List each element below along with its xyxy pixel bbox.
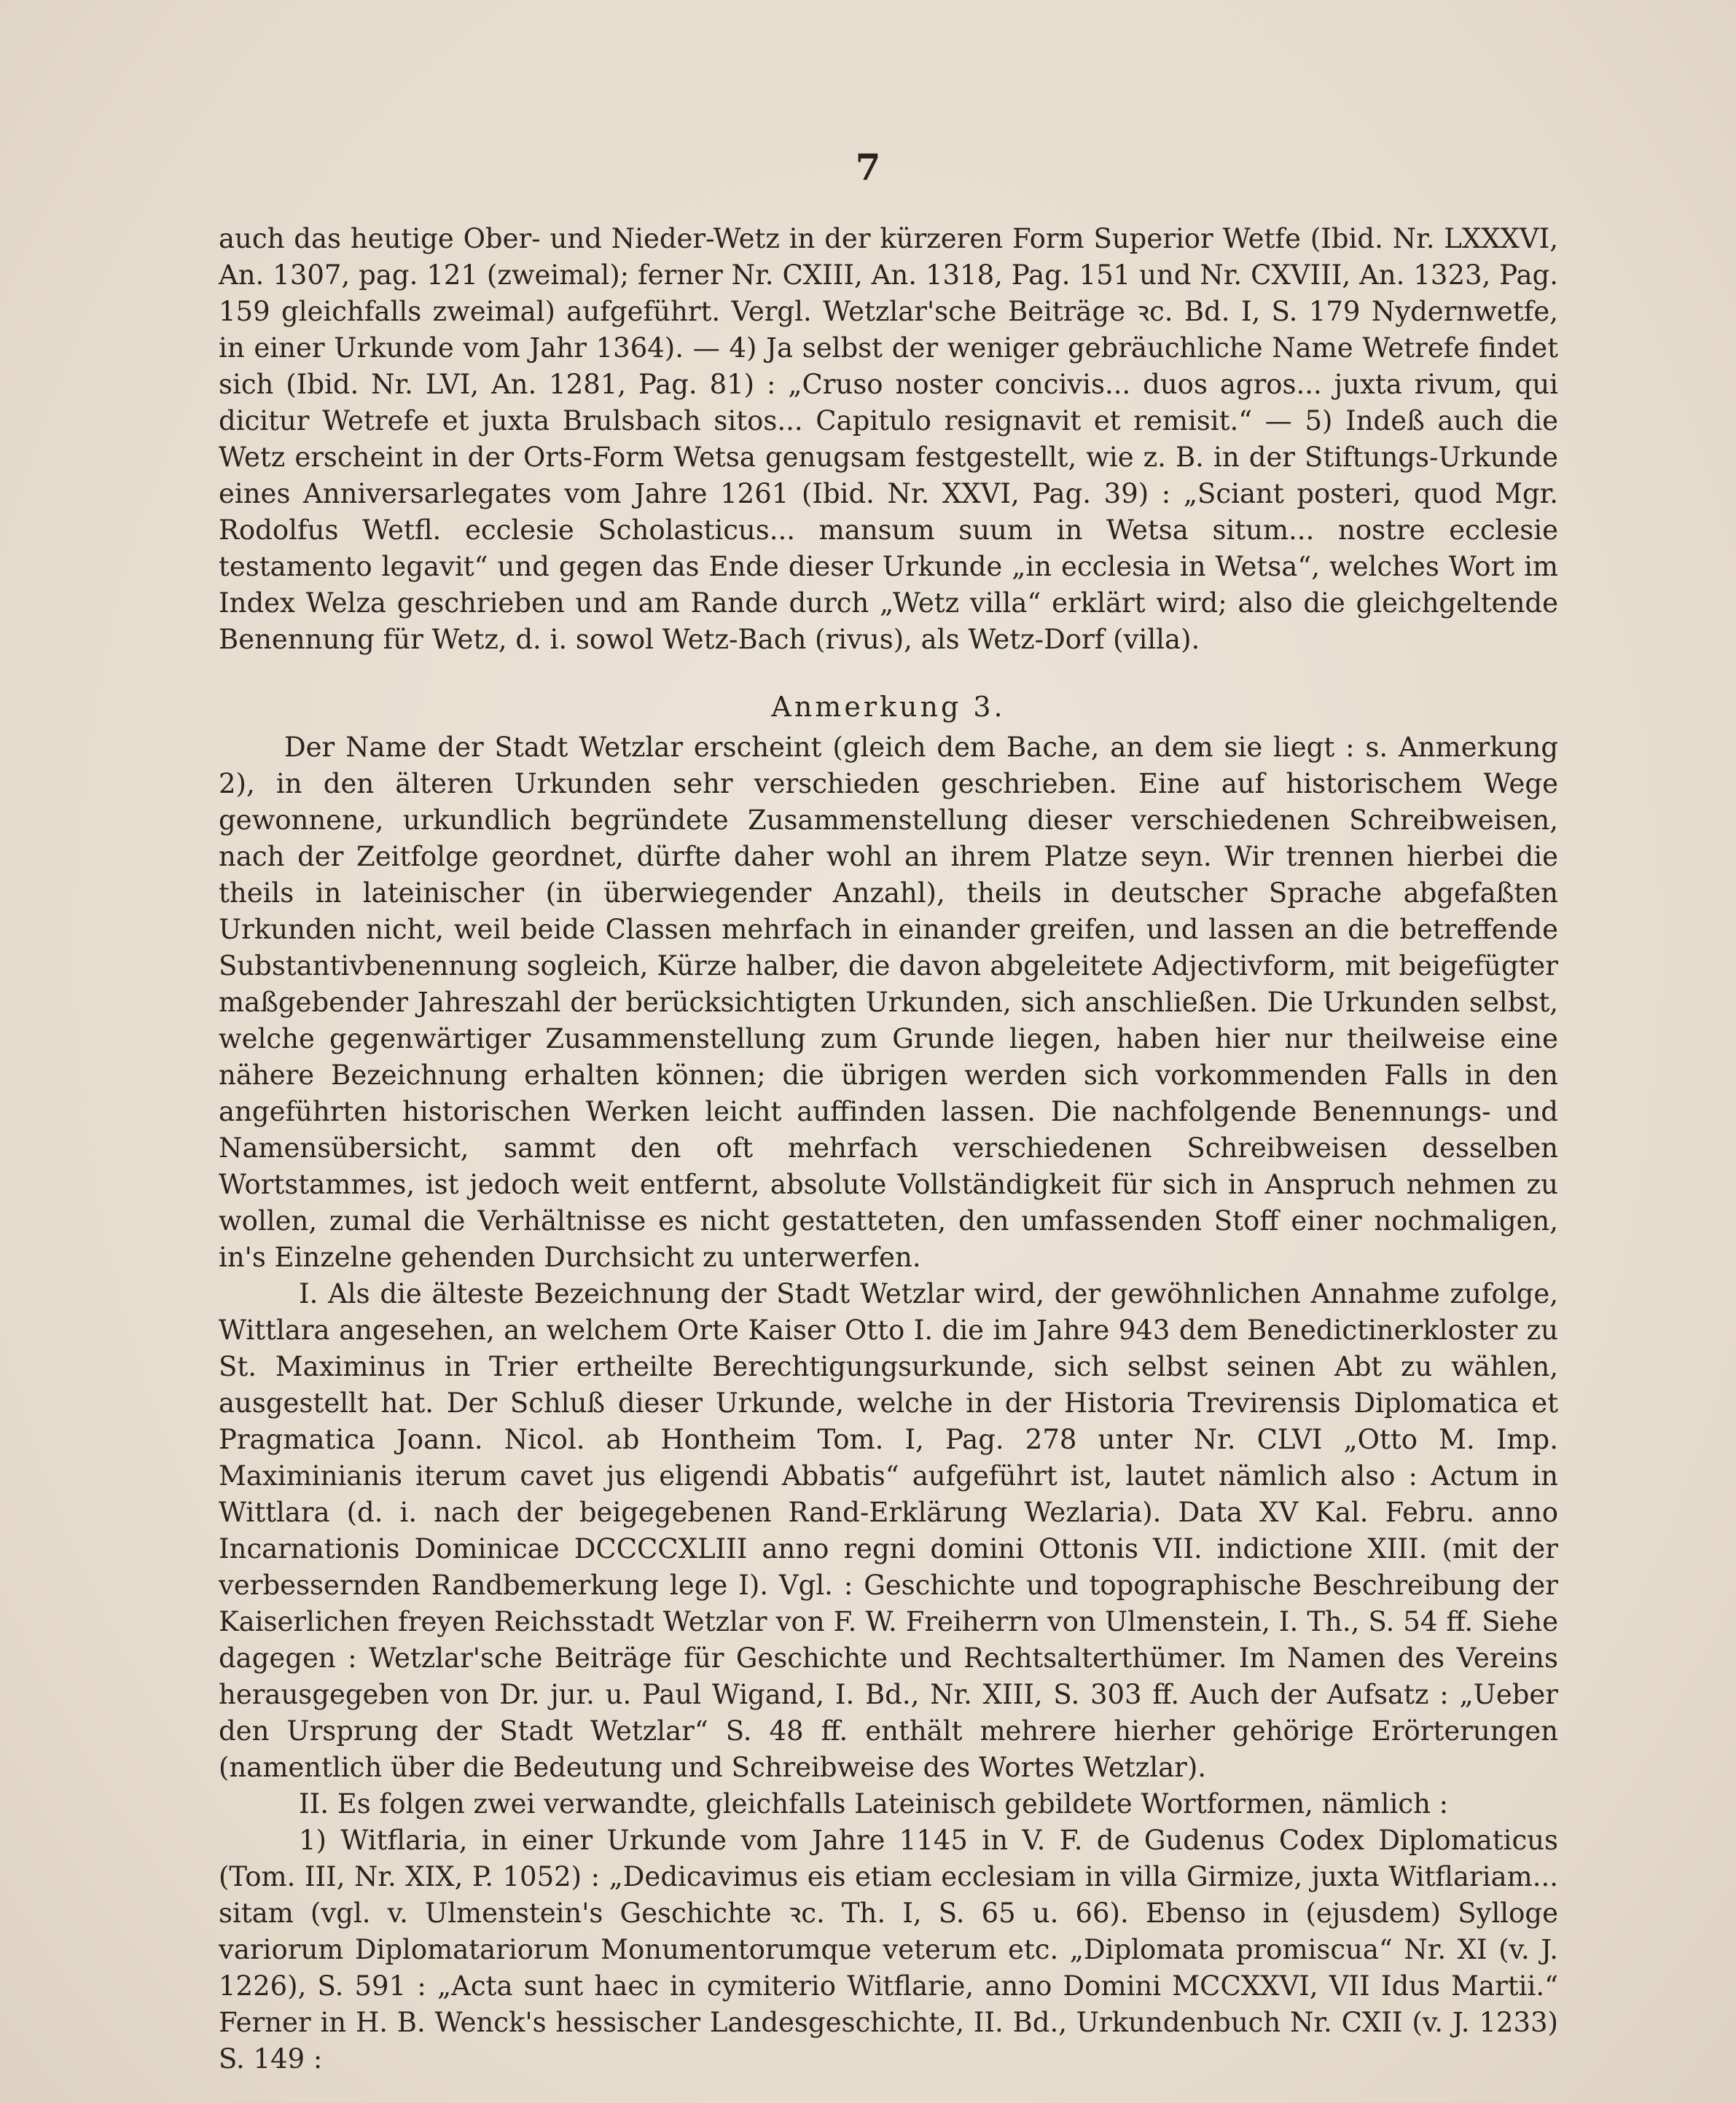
paragraph-continuation: auch das heutige Ober- und Nieder-Wetz in der kürzeren Form Superior Wetfe (Ibid. Nr. LXXXVI, An. 1307, pag. 121 (zweimal); ferner Nr. CXIII, An. 1318, Pag. 151 und Nr. CXVIII, An. 1323, Pag. 159 gleichfalls zweimal) aufgeführt. Vergl. Wetzlar'sche Beiträge ꝛc. Bd. I, S. 179 Nydernwetfe, in einer Urkunde vom Jahr 1364). — 4) Ja selbst der weniger gebräuchliche Name Wetrefe findet sich (Ibid. Nr. LVI, An. 1281, Pag. 81) : „Cruso noster concivis... duos agros... juxta rivum, qui dicitur Wetrefe et juxta Brulsbach sitos... Capitulo resignavit et remisit.“ — 5) Indeß auch die Wetz erscheint in der Orts-Form Wetsa genugsam festgestellt, wie z. B. in der Stiftungs-Urkunde eines Anniversarlegates vom Jahre 1261 (Ibid. Nr. XXVI, Pag. 39) : „Sciant posteri, quod Mgr. Rodolfus Wetfl. ecclesie Scholasticus... mansum suum in Wetsa situm... nostre ecclesie testamento legavit“ und gegen das Ende dieser Urkunde „in ecclesia in Wetsa“, welches Wort im Index Welza geschrieben und am Rande durch „Wetz villa“ erklärt wird; also die gleichgeltende Benennung für Wetz, d. i. sowol Wetz-Bach (rivus), als Wetz-Dorf (villa).	[219, 223, 1558, 655]
page-number: 7	[855, 146, 881, 189]
paragraph-item-1: 1) Witflaria, in einer Urkunde vom Jahre 1145 in V. F. de Gudenus Codex Diplomaticus (Tom. III, Nr. XIX, P. 1052) : „Dedicavimus eis etiam ecclesiam in villa Girmize, juxta Witflariam... sitam (vgl. v. Ulmenstein's Geschichte ꝛc. Th. I, S. 65 u. 66). Ebenso in (ejusdem) Sylloge variorum Diplomatariorum Monumentorumque veterum etc. „Diplomata promiscua“ Nr. XI (v. J. 1226), S. 591 : „Acta sunt haec in cymiterio Witflarie, anno Domini MCCXXVI, VII Idus Martii.“ Ferner in H. B. Wenck's hessischer Landesgeschichte, II. Bd., Urkundenbuch Nr. CXII (v. J. 1233) S. 149 :	[219, 1825, 1558, 2075]
paragraph-intro: Der Name der Stadt Wetzlar erscheint (gleich dem Bache, an dem sie liegt : s. Anmerkung 2), in den älteren Urkunden sehr verschieden geschrieben. Eine auf historischem Wege gewonnene, urkundlich begründete Zusammenstellung dieser verschiedenen Schreibweisen, nach der Zeitfolge geordnet, dürfte daher wohl an ihrem Platze seyn. Wir trennen hierbei die theils in lateinischer (in überwiegender Anzahl), theils in deutscher Sprache abgefaßten Urkunden nicht, weil beide Classen mehrfach in einander greifen, und lassen an die betreffende Substantivbenennung sogleich, Kürze halber, die davon abgeleitete Adjectivform, mit beigefügter maßgebender Jahreszahl der berücksichtigten Urkunden, sich anschließen. Die Urkunden selbst, welche gegenwärtiger Zusammenstellung zum Grunde liegen, haben hier nur theilweise eine nähere Bezeichnung erhalten können; die übrigen werden sich vorkommenden Falls in den angeführten historischen Werken leicht auffinden lassen. Die nachfolgende Benennungs- und Namensübersicht, sammt den oft mehrfach verschiedenen Schreibweisen desselben Wortstammes, ist jedoch weit entfernt, absolute Vollständigkeit für sich in Anspruch nehmen zu wollen, zumal die Verhältnisse es nicht gestatteten, den umfassenden Stoff einer nochmaligen, in's Einzelne gehenden Durchsicht zu unterwerfen.	[219, 732, 1558, 1273]
paragraph-section-i: I. Als die älteste Bezeichnung der Stadt Wetzlar wird, der gewöhnlichen Annahme zufolge, Wittlara angesehen, an welchem Orte Kaiser Otto I. die im Jahre 943 dem Benedictinerkloster zu St. Maximinus in Trier ertheilte Berechtigungsurkunde, sich selbst seinen Abt zu wählen, ausgestellt hat. Der Schluß dieser Urkunde, welche in der Historia Trevirensis Diplomatica et Pragmatica Joann. Nicol. ab Hontheim Tom. I, Pag. 278 unter Nr. CLVI „Otto M. Imp. Maximinianis iterum cavet jus eligendi Abbatis“ aufgeführt ist, lautet nämlich also : Actum in Wittlara (d. i. nach der beigegebenen Rand-Erklärung Wezlaria). Data XV Kal. Febru. anno Incarnationis Dominicae DCCCCXLIII anno regni domini Ottonis VII. indictione XIII. (mit der verbessernden Randbemerkung lege I). Vgl. : Geschichte und topographische Beschreibung der Kaiserlichen freyen Reichsstadt Wetzlar von F. W. Freiherrn von Ulmenstein, I. Th., S. 54 ff. Siehe dagegen : Wetzlar'sche Beiträge für Geschichte und Rechtsalterthümer. Im Namen des Vereins herausgegeben von Dr. jur. u. Paul Wigand, I. Bd., Nr. XIII, S. 303 ff. Auch der Aufsatz : „Ueber den Ursprung der Stadt Wetzlar“ S. 48 ff. enthält mehrere hierher gehörige Erörterungen (namentlich über die Bedeutung und Schreibweise des Wortes Wetzlar).	[219, 1278, 1558, 1783]
paragraph-section-ii: II. Es folgen zwei verwandte, gleichfalls Lateinisch gebildete Wortformen, nämlich :	[299, 1788, 1449, 1820]
body-text	[219, 221, 1558, 2077]
section-heading: Anmerkung 3.	[771, 691, 1006, 723]
